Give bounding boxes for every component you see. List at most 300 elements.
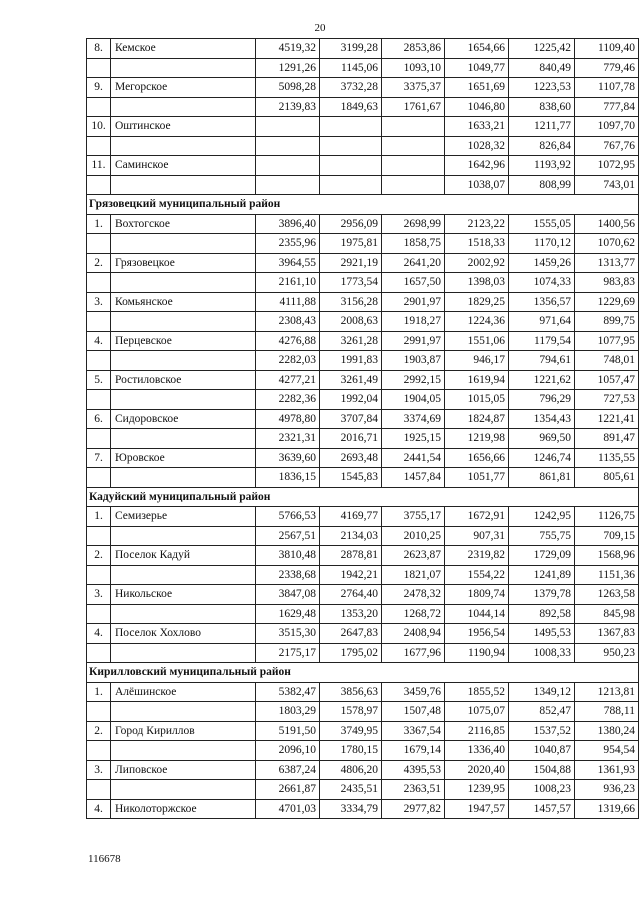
value-cell: 755,75	[509, 526, 575, 546]
table-row	[87, 39, 639, 59]
value-cell: 1518,33	[445, 234, 509, 254]
value-cell: 5098,28	[256, 78, 320, 98]
row-number-cell: 10.	[87, 117, 111, 137]
row-number-cell: 1.	[87, 682, 111, 702]
value-cell: 2096,10	[256, 741, 320, 761]
value-cell: 2901,97	[382, 292, 445, 312]
value-cell	[382, 136, 445, 156]
value-cell: 2116,85	[445, 721, 509, 741]
table-row	[87, 253, 639, 273]
value-cell: 891,47	[575, 429, 639, 449]
value-cell: 1942,21	[320, 565, 382, 585]
table-row-continued	[87, 468, 639, 488]
value-cell: 2878,81	[320, 546, 382, 566]
table-row-continued	[87, 565, 639, 585]
district-header-row	[87, 195, 639, 215]
value-cell: 907,31	[445, 526, 509, 546]
value-cell: 1554,22	[445, 565, 509, 585]
row-number-cell	[87, 175, 111, 195]
table-row	[87, 799, 639, 819]
value-cell	[320, 117, 382, 137]
value-cell: 794,61	[509, 351, 575, 371]
value-cell: 1107,78	[575, 78, 639, 98]
value-cell: 2319,82	[445, 546, 509, 566]
settlement-name-cell	[111, 273, 256, 293]
value-cell: 2355,96	[256, 234, 320, 254]
settlement-name-cell	[111, 643, 256, 663]
value-cell: 946,17	[445, 351, 509, 371]
value-cell: 1097,70	[575, 117, 639, 137]
value-cell: 748,01	[575, 351, 639, 371]
value-cell: 1291,26	[256, 58, 320, 78]
value-cell	[256, 156, 320, 176]
value-cell: 1179,54	[509, 331, 575, 351]
value-cell: 1075,07	[445, 702, 509, 722]
value-cell: 3749,95	[320, 721, 382, 741]
value-cell: 1855,52	[445, 682, 509, 702]
value-cell: 1672,91	[445, 507, 509, 527]
value-cell: 1657,50	[382, 273, 445, 293]
value-cell: 1629,48	[256, 604, 320, 624]
value-cell: 1223,53	[509, 78, 575, 98]
value-cell: 2698,99	[382, 214, 445, 234]
value-cell: 1008,23	[509, 780, 575, 800]
value-cell	[382, 117, 445, 137]
value-cell: 5382,47	[256, 682, 320, 702]
value-cell: 5766,53	[256, 507, 320, 527]
value-cell: 1361,93	[575, 760, 639, 780]
value-cell: 1398,03	[445, 273, 509, 293]
value-cell: 1190,94	[445, 643, 509, 663]
district-header-row	[87, 663, 639, 683]
settlement-name-cell	[111, 429, 256, 449]
table-row	[87, 507, 639, 527]
value-cell: 2308,43	[256, 312, 320, 332]
value-cell: 2991,97	[382, 331, 445, 351]
settlement-name-cell: Грязовецкое	[111, 253, 256, 273]
value-cell: 1242,95	[509, 507, 575, 527]
row-number-cell: 9.	[87, 78, 111, 98]
value-cell: 2338,68	[256, 565, 320, 585]
value-cell: 1354,43	[509, 409, 575, 429]
settlement-name-cell: Комьянское	[111, 292, 256, 312]
value-cell: 1947,57	[445, 799, 509, 819]
settlement-name-cell: Город Кириллов	[111, 721, 256, 741]
row-number-cell	[87, 429, 111, 449]
value-cell: 840,49	[509, 58, 575, 78]
settlement-name-cell	[111, 526, 256, 546]
value-cell: 4169,77	[320, 507, 382, 527]
value-cell: 1679,14	[382, 741, 445, 761]
settlement-name-cell: Мегорское	[111, 78, 256, 98]
value-cell	[256, 117, 320, 137]
settlement-name-cell: Оштинское	[111, 117, 256, 137]
value-cell: 3856,63	[320, 682, 382, 702]
value-cell: 936,23	[575, 780, 639, 800]
district-name: Грязовецкий муниципальный район	[87, 195, 639, 215]
value-cell: 1074,33	[509, 273, 575, 293]
value-cell: 808,99	[509, 175, 575, 195]
value-cell: 1126,75	[575, 507, 639, 527]
settlement-name-cell: Никольское	[111, 585, 256, 605]
row-number-cell: 7.	[87, 448, 111, 468]
settlement-name-cell: Ростиловское	[111, 370, 256, 390]
value-cell: 1858,75	[382, 234, 445, 254]
value-cell: 845,98	[575, 604, 639, 624]
table-row-continued	[87, 429, 639, 449]
value-cell: 971,64	[509, 312, 575, 332]
value-cell: 5191,50	[256, 721, 320, 741]
table-row	[87, 448, 639, 468]
value-cell: 1495,53	[509, 624, 575, 644]
settlement-name-cell: Перцевское	[111, 331, 256, 351]
value-cell: 1773,54	[320, 273, 382, 293]
table-row-continued	[87, 702, 639, 722]
settlement-name-cell: Юровское	[111, 448, 256, 468]
table-row-continued	[87, 643, 639, 663]
table-row-continued	[87, 780, 639, 800]
value-cell: 3156,28	[320, 292, 382, 312]
value-cell: 3707,84	[320, 409, 382, 429]
value-cell: 4519,32	[256, 39, 320, 59]
document-code: 116678	[88, 853, 121, 865]
value-cell: 2161,10	[256, 273, 320, 293]
table-row	[87, 370, 639, 390]
settlement-name-cell: Семизерье	[111, 507, 256, 527]
settlement-name-cell	[111, 565, 256, 585]
settlement-name-cell: Саминское	[111, 156, 256, 176]
row-number-cell: 3.	[87, 292, 111, 312]
value-cell: 1356,57	[509, 292, 575, 312]
table-row	[87, 546, 639, 566]
value-cell: 2764,40	[320, 585, 382, 605]
value-cell: 1221,41	[575, 409, 639, 429]
settlement-name-cell	[111, 468, 256, 488]
value-cell: 1849,63	[320, 97, 382, 117]
value-cell: 1677,96	[382, 643, 445, 663]
value-cell: 3515,30	[256, 624, 320, 644]
value-cell: 1555,05	[509, 214, 575, 234]
value-cell: 1729,09	[509, 546, 575, 566]
value-cell: 1049,77	[445, 58, 509, 78]
row-number-cell: 4.	[87, 624, 111, 644]
value-cell: 796,29	[509, 390, 575, 410]
district-header-row	[87, 487, 639, 507]
value-cell: 2282,36	[256, 390, 320, 410]
value-cell: 861,81	[509, 468, 575, 488]
value-cell: 3334,79	[320, 799, 382, 819]
value-cell: 3964,55	[256, 253, 320, 273]
row-number-cell: 5.	[87, 370, 111, 390]
value-cell: 4701,03	[256, 799, 320, 819]
value-cell: 950,23	[575, 643, 639, 663]
value-cell: 1380,24	[575, 721, 639, 741]
value-cell: 954,54	[575, 741, 639, 761]
table-row-continued	[87, 97, 639, 117]
row-number-cell	[87, 526, 111, 546]
value-cell: 805,61	[575, 468, 639, 488]
value-cell: 1336,40	[445, 741, 509, 761]
value-cell: 838,60	[509, 97, 575, 117]
settlement-name-cell	[111, 58, 256, 78]
table-row	[87, 624, 639, 644]
value-cell: 1904,05	[382, 390, 445, 410]
value-cell: 1400,56	[575, 214, 639, 234]
value-cell: 2408,94	[382, 624, 445, 644]
value-cell: 2282,03	[256, 351, 320, 371]
table-row-continued	[87, 526, 639, 546]
value-cell: 1319,66	[575, 799, 639, 819]
settlement-name-cell: Вохтогское	[111, 214, 256, 234]
value-cell: 1044,14	[445, 604, 509, 624]
value-cell: 1193,92	[509, 156, 575, 176]
value-cell: 1956,54	[445, 624, 509, 644]
value-cell: 899,75	[575, 312, 639, 332]
value-cell: 1457,57	[509, 799, 575, 819]
value-cell: 3375,37	[382, 78, 445, 98]
row-number-cell: 1.	[87, 214, 111, 234]
value-cell: 1780,15	[320, 741, 382, 761]
row-number-cell: 3.	[87, 585, 111, 605]
row-number-cell	[87, 468, 111, 488]
value-cell: 1654,66	[445, 39, 509, 59]
value-cell: 1545,83	[320, 468, 382, 488]
value-cell: 1367,83	[575, 624, 639, 644]
value-cell: 1241,89	[509, 565, 575, 585]
value-cell: 1568,96	[575, 546, 639, 566]
value-cell	[382, 175, 445, 195]
row-number-cell	[87, 351, 111, 371]
value-cell: 2134,03	[320, 526, 382, 546]
value-cell: 1211,77	[509, 117, 575, 137]
value-cell: 3732,28	[320, 78, 382, 98]
value-cell: 1656,66	[445, 448, 509, 468]
value-cell	[256, 175, 320, 195]
value-cell	[382, 156, 445, 176]
settlement-name-cell	[111, 312, 256, 332]
page-number: 20	[314, 22, 326, 34]
value-cell: 1619,94	[445, 370, 509, 390]
value-cell: 1028,32	[445, 136, 509, 156]
district-name: Кадуйский муниципальный район	[87, 487, 639, 507]
value-cell: 1268,72	[382, 604, 445, 624]
value-cell: 2020,40	[445, 760, 509, 780]
tariff-table	[86, 38, 639, 819]
row-number-cell: 2.	[87, 546, 111, 566]
value-cell: 2478,32	[382, 585, 445, 605]
table-row	[87, 585, 639, 605]
value-cell	[320, 136, 382, 156]
value-cell: 969,50	[509, 429, 575, 449]
value-cell: 709,15	[575, 526, 639, 546]
value-cell: 2641,20	[382, 253, 445, 273]
settlement-name-cell	[111, 97, 256, 117]
value-cell: 6387,24	[256, 760, 320, 780]
value-cell: 2435,51	[320, 780, 382, 800]
value-cell: 2693,48	[320, 448, 382, 468]
value-cell: 1046,80	[445, 97, 509, 117]
value-cell: 1313,77	[575, 253, 639, 273]
value-cell: 2016,71	[320, 429, 382, 449]
value-cell: 4277,21	[256, 370, 320, 390]
settlement-name-cell: Липовское	[111, 760, 256, 780]
table-row-continued	[87, 604, 639, 624]
value-cell: 1537,52	[509, 721, 575, 741]
settlement-name-cell: Поселок Кадуй	[111, 546, 256, 566]
value-cell: 1829,25	[445, 292, 509, 312]
table-row-continued	[87, 58, 639, 78]
value-cell: 983,83	[575, 273, 639, 293]
value-cell: 1093,10	[382, 58, 445, 78]
row-number-cell	[87, 780, 111, 800]
value-cell: 1809,74	[445, 585, 509, 605]
table-row-continued	[87, 312, 639, 332]
value-cell: 1821,07	[382, 565, 445, 585]
value-cell: 1170,12	[509, 234, 575, 254]
district-name: Кирилловский муниципальный район	[87, 663, 639, 683]
value-cell	[320, 156, 382, 176]
value-cell	[320, 175, 382, 195]
value-cell: 1077,95	[575, 331, 639, 351]
value-cell: 852,47	[509, 702, 575, 722]
value-cell: 1246,74	[509, 448, 575, 468]
value-cell: 1507,48	[382, 702, 445, 722]
value-cell: 3896,40	[256, 214, 320, 234]
value-cell: 2567,51	[256, 526, 320, 546]
value-cell: 2853,86	[382, 39, 445, 59]
value-cell: 1379,78	[509, 585, 575, 605]
value-cell: 2956,09	[320, 214, 382, 234]
table-row	[87, 78, 639, 98]
row-number-cell	[87, 565, 111, 585]
value-cell: 2647,83	[320, 624, 382, 644]
row-number-cell	[87, 273, 111, 293]
value-cell: 3810,48	[256, 546, 320, 566]
table-row	[87, 409, 639, 429]
settlement-name-cell	[111, 351, 256, 371]
settlement-name-cell: Кемское	[111, 39, 256, 59]
value-cell: 1551,06	[445, 331, 509, 351]
settlement-name-cell: Алёшинское	[111, 682, 256, 702]
value-cell: 3261,28	[320, 331, 382, 351]
settlement-name-cell	[111, 136, 256, 156]
value-cell: 2010,25	[382, 526, 445, 546]
value-cell: 826,84	[509, 136, 575, 156]
value-cell: 1225,42	[509, 39, 575, 59]
value-cell: 2363,51	[382, 780, 445, 800]
row-number-cell	[87, 604, 111, 624]
value-cell: 1824,87	[445, 409, 509, 429]
value-cell: 1349,12	[509, 682, 575, 702]
value-cell: 1072,95	[575, 156, 639, 176]
value-cell: 1263,58	[575, 585, 639, 605]
value-cell: 788,11	[575, 702, 639, 722]
value-cell	[256, 136, 320, 156]
value-cell: 1151,36	[575, 565, 639, 585]
value-cell: 1015,05	[445, 390, 509, 410]
row-number-cell: 3.	[87, 760, 111, 780]
table-row-continued	[87, 234, 639, 254]
value-cell: 1070,62	[575, 234, 639, 254]
value-cell: 3639,60	[256, 448, 320, 468]
value-cell: 2992,15	[382, 370, 445, 390]
table-row	[87, 721, 639, 741]
value-cell: 1040,87	[509, 741, 575, 761]
value-cell: 2175,17	[256, 643, 320, 663]
value-cell: 3367,54	[382, 721, 445, 741]
value-cell: 1213,81	[575, 682, 639, 702]
value-cell: 1761,67	[382, 97, 445, 117]
value-cell: 1975,81	[320, 234, 382, 254]
value-cell: 1221,62	[509, 370, 575, 390]
value-cell: 1578,97	[320, 702, 382, 722]
settlement-name-cell: Николоторжское	[111, 799, 256, 819]
row-number-cell: 8.	[87, 39, 111, 59]
value-cell: 2661,87	[256, 780, 320, 800]
value-cell: 3261,49	[320, 370, 382, 390]
row-number-cell	[87, 312, 111, 332]
settlement-name-cell	[111, 234, 256, 254]
table-row	[87, 331, 639, 351]
value-cell: 1925,15	[382, 429, 445, 449]
value-cell: 4806,20	[320, 760, 382, 780]
value-cell: 2623,87	[382, 546, 445, 566]
value-cell: 4111,88	[256, 292, 320, 312]
table-row	[87, 117, 639, 137]
value-cell: 2139,83	[256, 97, 320, 117]
table-row	[87, 292, 639, 312]
value-cell: 1836,15	[256, 468, 320, 488]
value-cell: 1109,40	[575, 39, 639, 59]
settlement-name-cell: Поселок Хохлово	[111, 624, 256, 644]
table-row-continued	[87, 741, 639, 761]
row-number-cell: 1.	[87, 507, 111, 527]
value-cell: 1633,21	[445, 117, 509, 137]
value-cell: 3199,28	[320, 39, 382, 59]
value-cell: 1992,04	[320, 390, 382, 410]
value-cell: 1038,07	[445, 175, 509, 195]
value-cell: 2123,22	[445, 214, 509, 234]
value-cell: 1504,88	[509, 760, 575, 780]
value-cell: 1903,87	[382, 351, 445, 371]
row-number-cell	[87, 643, 111, 663]
row-number-cell: 4.	[87, 331, 111, 351]
table-row-continued	[87, 136, 639, 156]
row-number-cell	[87, 702, 111, 722]
table-body	[87, 39, 639, 819]
value-cell: 1135,55	[575, 448, 639, 468]
settlement-name-cell	[111, 390, 256, 410]
value-cell: 1239,95	[445, 780, 509, 800]
row-number-cell	[87, 741, 111, 761]
row-number-cell	[87, 58, 111, 78]
value-cell: 1224,36	[445, 312, 509, 332]
row-number-cell: 6.	[87, 409, 111, 429]
value-cell: 1353,20	[320, 604, 382, 624]
settlement-name-cell	[111, 604, 256, 624]
value-cell: 1459,26	[509, 253, 575, 273]
table-row-continued	[87, 273, 639, 293]
row-number-cell	[87, 390, 111, 410]
value-cell: 892,58	[509, 604, 575, 624]
value-cell: 743,01	[575, 175, 639, 195]
row-number-cell	[87, 234, 111, 254]
value-cell: 4978,80	[256, 409, 320, 429]
value-cell: 3755,17	[382, 507, 445, 527]
value-cell: 2441,54	[382, 448, 445, 468]
table-row	[87, 682, 639, 702]
value-cell: 1651,69	[445, 78, 509, 98]
